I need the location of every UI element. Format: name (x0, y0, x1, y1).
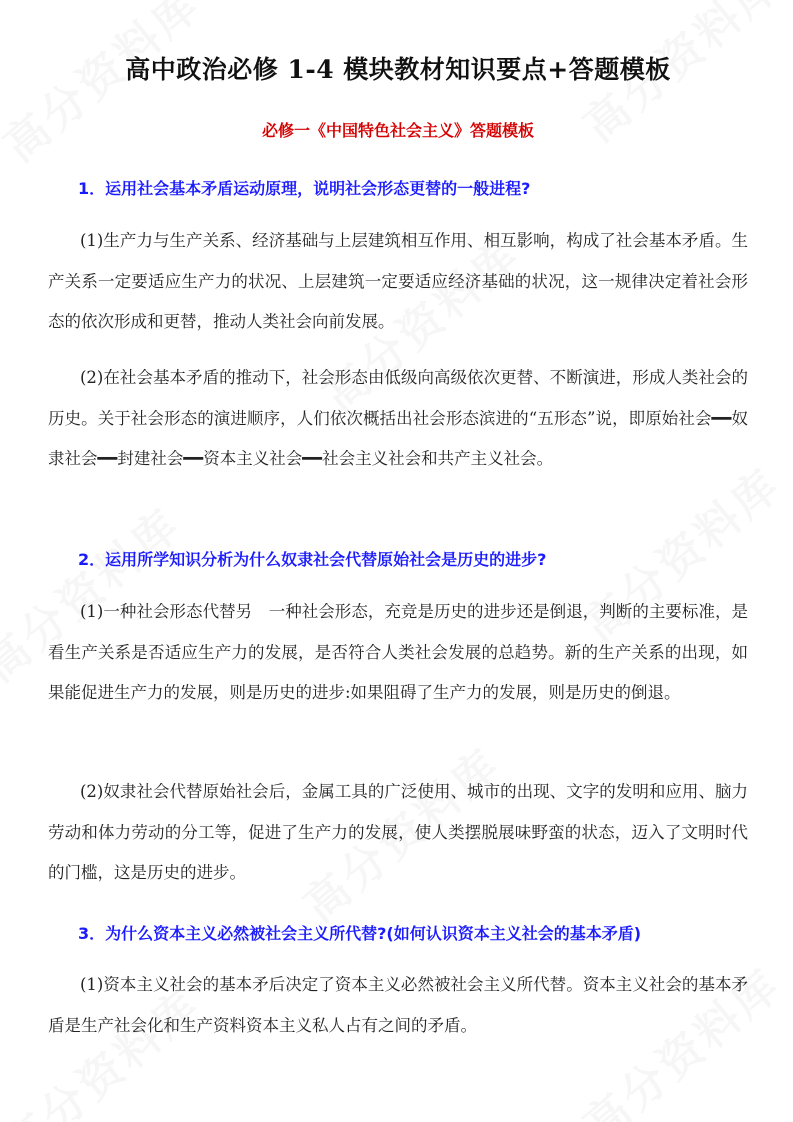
question-heading: 2．运用所学知识分析为什么奴隶社会代替原始社会是历史的进步? (78, 550, 547, 569)
answer-paragraph: (1)生产力与生产关系、经济基础与上层建筑相互作用、相互影响，构成了社会基本矛盾。生产关系一定要适应生产力的状况、上层建筑一定要适应经济基础的状况，这一规律决定着社会形态的依次形成和更替，推动人类社会向前发展。 (48, 231, 748, 331)
answer-paragraph: (1)一种社会形态代替另 一种社会形态，充竞是历史的进步还是倒退，判断的主要标准，是看生产关系是否适应生产力的发展，是否符合人类社会发展的总趋势。新的生产关系的出现，如果能促进生产力的发展，则是历史的进步:如果阻碍了生产力的发展，则是历史的倒退。 (48, 602, 748, 702)
answer-paragraph: (2)在社会基本矛盾的推动下，社会形态由低级向高级依次更替、不断演进，形成人类社会的历史。关于社会形态的演进顺序，人们依次概括出社会形态滨进的“五形态”说，即原始社会━━奴隶社会━━封建社会━━资本主义社会━━社会主义社会和共产主义社会。 (48, 368, 748, 468)
document-title: 高中政治必修 1-4 模块教材知识要点+答题模板 (125, 55, 671, 84)
section-title: 必修一《中国特色社会主义》答题模板 (261, 121, 534, 140)
answer-paragraph: (2)奴隶社会代替原始社会后，金属工具的广泛使用、城市的出现、文字的发明和应用、脑力劳动和体力劳动的分工等，促进了生产力的发展，使人类摆脱展味野蛮的状态，迈入了文明时代的门槛，这是历史的进步。 (48, 782, 748, 882)
question-heading: 3．为什么资本主义必然被社会主义所代替?(如何认识资本主义社会的基本矛盾) (78, 924, 642, 943)
question-heading: 1．运用社会基本矛盾运动原理，说明社会形态更替的一般进程? (78, 179, 531, 198)
watermark (0, 0, 212, 174)
answer-paragraph: (1)资本主义社会的基本矛后决定了资本主义必然被社会主义所代替。资本主义社会的基本矛盾是生产社会化和生产资料资本主义私人占有之间的矛盾。 (48, 975, 748, 1035)
